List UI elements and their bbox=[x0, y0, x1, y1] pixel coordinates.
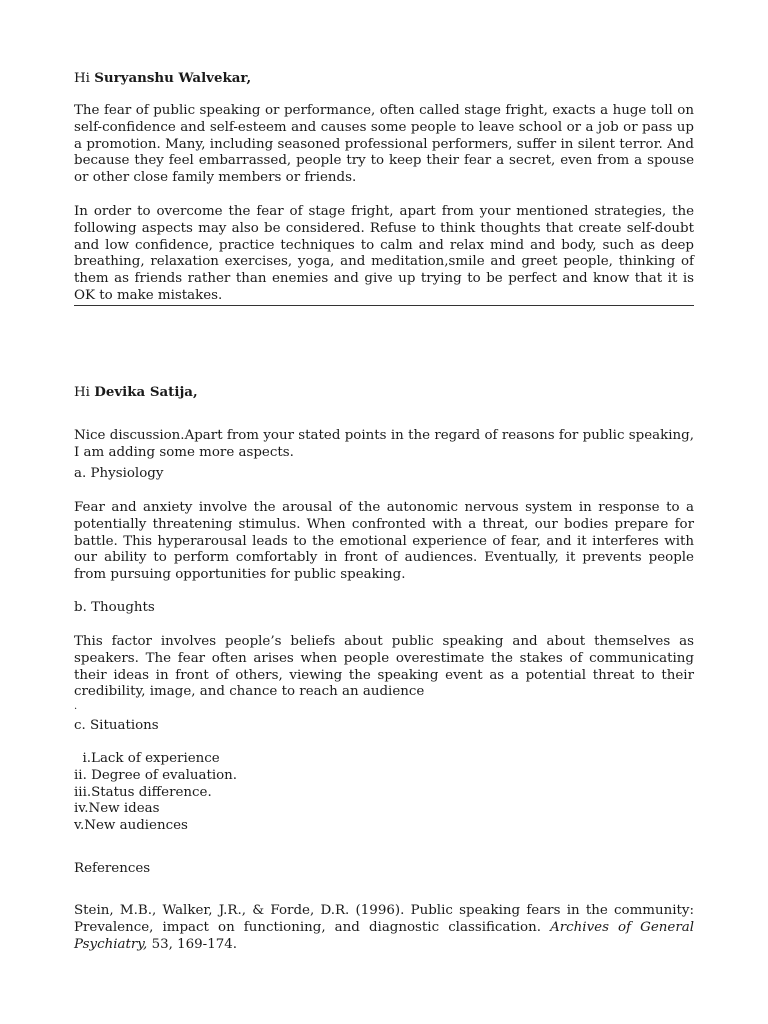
greeting-2-prefix: Hi bbox=[74, 385, 95, 400]
paragraph-intro: Nice discussion.Apart from your stated points in the regard of reasons for public speaking, I am adding some more aspects. bbox=[74, 428, 694, 460]
greeting-1 bbox=[74, 70, 694, 88]
greeting-2 bbox=[74, 384, 694, 402]
list-item: iii.Status difference. bbox=[74, 784, 212, 800]
heading-thoughts: b. Thoughts bbox=[74, 600, 155, 615]
stray-period: . bbox=[74, 701, 78, 712]
greeting-2-name: Devika Satija, bbox=[94, 384, 198, 400]
reference-journal: Archives of General Psychiatry, bbox=[74, 919, 695, 952]
paragraph-thoughts: This factor involves people’s beliefs about public speaking and about themselves as speakers. The fear often arises when people overestimate the stakes of communicating their ideas in front of others, viewing the speaking event as a potential threat to their credibility, image, and chance to reach an audience bbox=[74, 634, 694, 700]
horizontal-rule bbox=[74, 305, 694, 306]
list-item: v.New audiences bbox=[74, 818, 188, 834]
heading-situations: c. Situations bbox=[74, 718, 159, 733]
list-item: i.Lack of experience bbox=[74, 751, 220, 766]
paragraph-stage-fright: The fear of public speaking or performance, often called stage fright, exacts a huge toll on self-confidence and self-esteem and causes some people to leave school or a job or pass up a promotion. Many, including seasoned professional performers, suffer in silent terror. And because they feel embarrassed, people try to keep their fear a secret, even from a spouse or other close family members or friends. bbox=[74, 103, 694, 186]
references-heading: References bbox=[74, 861, 151, 876]
reference-text: Stein, M.B., Walker, J.R., & Forde, D.R. (1996). Public speaking fears in the community: Prevalence, impact on functioning, and diagnostic classification. bbox=[74, 903, 694, 935]
greeting-1-name: Suryanshu Walvekar, bbox=[94, 70, 252, 86]
greeting-1-prefix: Hi bbox=[74, 71, 95, 86]
reference-tail: 53, 169-174. bbox=[147, 936, 238, 952]
situations-list bbox=[74, 751, 694, 835]
list-item: ii. Degree of evaluation. bbox=[74, 767, 238, 783]
heading-physiology: a. Physiology bbox=[74, 466, 164, 481]
paragraph-overcome-fear: In order to overcome the fear of stage fright, apart from your mentioned strategies, the following aspects may also be considered. Refuse to think thoughts that create self-doubt and low confidence, practice techniques to calm and relax mind and body, such as deep breathing, relaxation exercises, yoga, and meditation,smile and greet people, thinking of them as friends rather than enemies and give up trying to be perfect and know that it is OK to make mistakes. bbox=[74, 204, 694, 303]
paragraph-physiology: Fear and anxiety involve the arousal of the autonomic nervous system in response to a potentially threatening stimulus. When confronted with a threat, our bodies prepare for battle. This hyperarousal leads to the emotional experience of fear, and it interferes with our ability to perform comfortably in front of audiences. Eventually, it prevents people from pursuing opportunities for public speaking. bbox=[74, 500, 694, 583]
reference-entry bbox=[74, 903, 694, 953]
list-item: iv.New ideas bbox=[74, 801, 160, 817]
